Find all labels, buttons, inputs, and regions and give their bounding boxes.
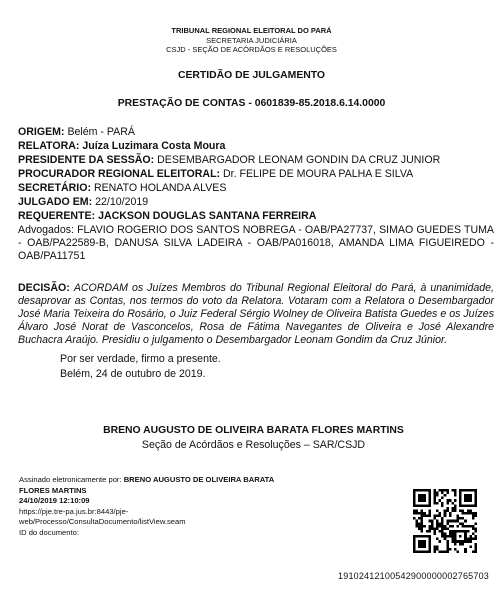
- signed-by-name-1: BRENO AUGUSTO DE OLIVEIRA BARATA: [123, 475, 275, 484]
- procurador-label: PROCURADOR REGIONAL ELEITORAL:: [18, 168, 221, 180]
- document-id-label: ID do documento:: [19, 527, 79, 537]
- secretario-line: [18, 182, 488, 195]
- decision-text: ACORDAM os Juízes Membros do Tribunal Regional Eleitoral do Pará, à unanimidade, desaprovar as Contas, nos termos do voto da Relatora. Votaram com a Relatora o Desembargador José Maria Teixeira do Rosário, o Juiz Federal Sérgio Wolney de Oliveira Batista Guedes e os Juízes Álvaro José Norat de Vasconcelos, Rosa de Fátima Navegantes de Oliveira e José Alexandre Buchacra Araújo. Presidiu o julgamento o Desembargador Leonam Gondim da Cruz Júnior.: [18, 282, 494, 346]
- process-subtitle: PRESTAÇÃO DE CONTAS - 0601839-85.2018.6.14.0000: [117, 98, 386, 109]
- signed-by-prefix: Assinado eletronicamente por:: [19, 475, 122, 484]
- origem-label: ORIGEM:: [18, 126, 65, 138]
- procurador-value: Dr. FELIPE DE MOURA PALHA E SILVA: [223, 168, 414, 180]
- presidente-label: PRESIDENTE DA SESSÃO:: [18, 154, 155, 166]
- qr-code-icon: [413, 489, 477, 553]
- verification-url-1: https://pje.tre-pa.jus.br:8443/pje-: [19, 506, 129, 516]
- presidente-value: DESEMBARGADOR LEONAM GONDIN DA CRUZ JUNIOR: [157, 154, 441, 166]
- closing-line-2: Belém, 24 de outubro de 2019.: [60, 368, 206, 380]
- secretariat-name: SECRETARIA JUDICIÁRIA: [206, 36, 297, 45]
- signed-by-line: [19, 475, 349, 486]
- signed-by-name-2: FLORES MARTINS: [19, 485, 87, 495]
- court-name: TRIBUNAL REGIONAL ELEITORAL DO PARÁ: [171, 26, 332, 35]
- decision-paragraph: [18, 282, 494, 347]
- requerente-label: REQUERENTE:: [18, 210, 96, 222]
- document-number: 19102412100542900000002765703: [338, 571, 489, 581]
- document-title: CERTIDÃO DE JULGAMENTO: [177, 70, 326, 81]
- signature-block: [19, 475, 349, 538]
- section-name: CSJD - SEÇÃO DE ACÓRDÃOS E RESOLUÇÕES: [166, 45, 337, 54]
- signatory-role: Seção de Acórdãos e Resoluções – SAR/CSJD: [141, 439, 366, 451]
- julgado-line: [18, 196, 488, 209]
- closing-line-1: Por ser verdade, firmo a presente.: [60, 353, 221, 365]
- relatora-line: [18, 140, 488, 153]
- origem-value: Belém - PARÁ: [67, 126, 135, 138]
- julgado-value: 22/10/2019: [95, 196, 149, 208]
- procurador-line: [18, 168, 488, 181]
- relatora-label: RELATORA:: [18, 140, 80, 152]
- advogados-paragraph: Advogados: FLAVIO ROGERIO DOS SANTOS NOBREGA - OAB/PA27737, SIMAO GUEDES TUMA - OAB/PA22589-B, DANUSA SILVA LADEIRA - OAB/PA016018, AMANDA LIMA FIGUEIREDO - OAB/PA11751: [18, 224, 494, 262]
- secretario-label: SECRETÁRIO:: [18, 182, 91, 194]
- requerente-value: JACKSON DOUGLAS SANTANA FERREIRA: [98, 210, 317, 222]
- signed-datetime: 24/10/2019 12:10:09: [19, 496, 90, 505]
- origem-line: [18, 126, 488, 139]
- relatora-value: Juíza Luzimara Costa Moura: [82, 140, 226, 152]
- signatory-name: BRENO AUGUSTO DE OLIVEIRA BARATA FLORES MARTINS: [103, 425, 404, 436]
- requerente-line: [18, 210, 488, 223]
- julgado-label: JULGADO EM:: [18, 196, 93, 208]
- secretario-value: RENATO HOLANDA ALVES: [93, 182, 227, 194]
- verification-url-2: web/Processo/ConsultaDocumento/listView.seam: [19, 517, 186, 526]
- presidente-line: [18, 154, 488, 167]
- decision-label: DECISÃO:: [18, 282, 70, 294]
